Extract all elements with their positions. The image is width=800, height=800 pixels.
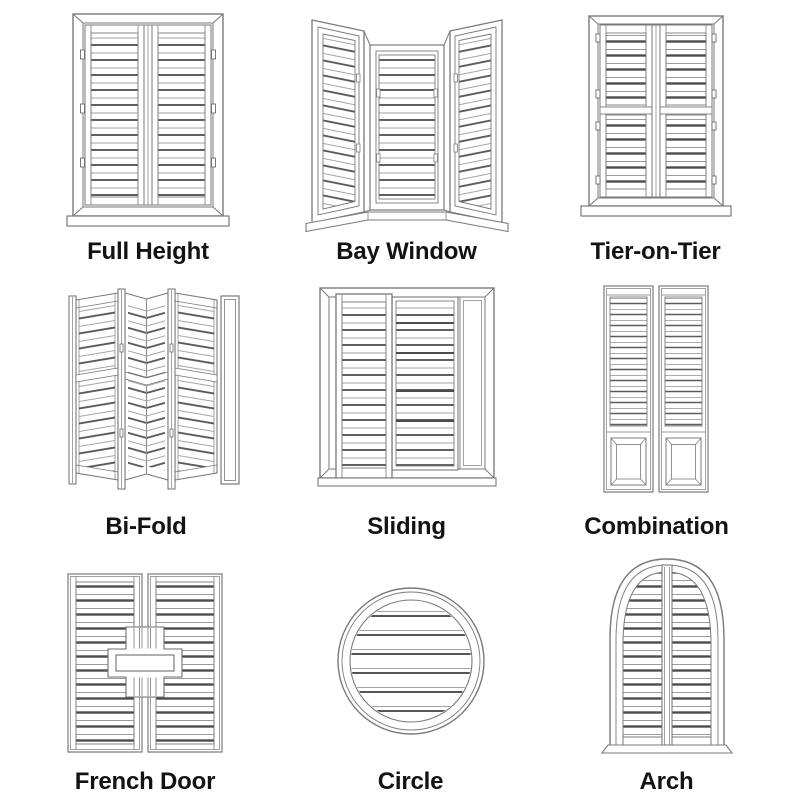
shutter-type-label: Bay Window bbox=[336, 238, 477, 265]
shutter-type-cell-bay-window bbox=[273, 0, 540, 270]
bifold-leaf-2 bbox=[125, 293, 168, 483]
rear-sliding-panel bbox=[392, 297, 458, 470]
left-bay-panel bbox=[312, 20, 364, 226]
fold-stile-a bbox=[118, 289, 125, 489]
window-sill bbox=[581, 206, 731, 216]
shutter-type-label: Bi-Fold bbox=[105, 513, 187, 540]
shutter-type-cell-circle bbox=[277, 545, 544, 800]
french-door-shutters-illustration bbox=[20, 549, 270, 768]
open-track-frame bbox=[221, 296, 239, 484]
shutter-type-cell-full-height bbox=[15, 0, 281, 270]
left-jamb bbox=[69, 296, 76, 484]
tier-on-tier-shutters-illustration bbox=[531, 4, 781, 238]
shutter-type-label: French Door bbox=[74, 768, 216, 795]
circle-frame bbox=[338, 588, 484, 734]
sliding-shutters-illustration bbox=[282, 274, 532, 513]
window-sill bbox=[318, 478, 496, 486]
shutter-type-label: Full Height bbox=[87, 238, 209, 265]
combination-panel bbox=[604, 286, 653, 492]
arch-shutters-illustration bbox=[542, 549, 792, 768]
shutter-type-label: Sliding bbox=[367, 513, 446, 540]
combination-shutters-illustration bbox=[532, 274, 782, 513]
window-sill bbox=[67, 216, 229, 226]
center-stile bbox=[652, 25, 660, 197]
combination-panel-right bbox=[659, 286, 708, 492]
bifold-leaf-1 bbox=[76, 293, 118, 488]
front-sliding-panel bbox=[336, 294, 392, 478]
fold-stile-b bbox=[168, 289, 175, 489]
shutter-type-label: Arch bbox=[639, 768, 694, 795]
left-louver-panel bbox=[85, 25, 144, 205]
circle-shutter-illustration bbox=[286, 549, 536, 768]
shutter-type-cell-tier-on-tier bbox=[522, 0, 789, 270]
shutter-type-label: Tier-on-Tier bbox=[590, 238, 721, 265]
shutter-type-cell-combination bbox=[523, 270, 790, 545]
shutter-type-cell-bi-fold bbox=[13, 270, 279, 545]
shutter-type-cell-arch bbox=[533, 545, 800, 800]
right-louver-panel bbox=[152, 25, 211, 205]
shutter-type-cell-french-door bbox=[12, 545, 278, 800]
center-stile bbox=[144, 25, 152, 205]
full-height-shutters-illustration bbox=[23, 4, 273, 238]
bay-window-shutters-illustration bbox=[282, 4, 532, 238]
center-bar bbox=[662, 565, 672, 745]
center-bay-panel bbox=[364, 31, 450, 212]
bifold-leaf-3 bbox=[175, 293, 217, 487]
handle-plate bbox=[116, 655, 174, 671]
right-bay-panel bbox=[450, 20, 502, 226]
bi-fold-shutters-illustration bbox=[21, 274, 271, 513]
shutter-type-label: Combination bbox=[584, 513, 729, 540]
shutter-type-label: Circle bbox=[377, 768, 444, 795]
shutter-type-cell-sliding bbox=[273, 270, 540, 545]
window-sill bbox=[602, 745, 732, 753]
